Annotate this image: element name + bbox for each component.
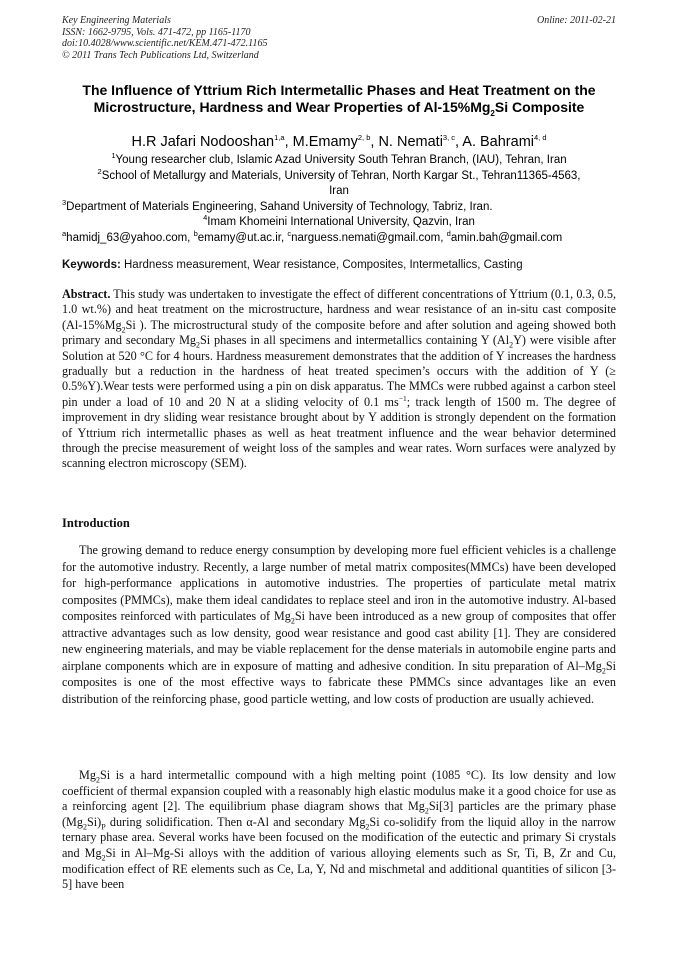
introduction-paragraph-2 [62,768,616,893]
abstract-paragraph [62,287,616,472]
introduction-heading: Introduction [62,516,130,530]
body-text: Si) [87,814,102,829]
body-subscript: 2 [83,822,87,832]
body-text: Si is a hard intermetallic compound with a high melting point (1085 °C). Its low density and low coefficient of thermal expansion coupled with a reasonably high elastic modulus make it a good choice for use as a reinforcing agent [2]. The equilibrium phase diagram shows that Mg [62,768,616,814]
body-text: Mg [79,768,96,782]
author-1-mark: 1,a [274,133,285,143]
email-a-mark: a [62,228,67,238]
abstract-superscript: −1 [398,393,407,403]
body-text: Si[3] particles are the primary phase (Mg [62,799,616,829]
affiliation-2-mark: 2 [97,166,102,176]
abstract-label: Abstract. [62,287,111,301]
email-d-mark: d [446,228,451,238]
body-text: Si in Al–Mg-Si alloys with the addition of various alloying elements such as Sr, Ti, B, Zr and Cu, modification effect of RE elements such as Ce, La, Y, Nd and mischmetal and additional quantities of silicon [3-5] have been [62,845,617,892]
affiliations [62,153,616,246]
affiliation-2 [62,166,616,185]
email-b-mark: b [193,228,198,238]
email-a[interactable]: hamidj_63@yahoo.com, [66,231,194,244]
journal-header [62,15,616,61]
affiliation-3-mark: 3 [62,197,67,207]
affiliation-1-text: Young researcher club, Islamic Azad University South Tehran Branch, (IAU), Tehran, Iran [115,154,567,166]
affiliation-3 [62,197,616,216]
keywords-text: Hardness measurement, Wear resistance, Composites, Intermetallics, Casting [120,259,523,271]
online-date: Online: 2011-02-21 [537,15,616,26]
author-4: , A. Bahrami [455,134,534,150]
affiliation-2-text: School of Metallurgy and Materials, University of Tehran, North Kargar St., Tehran11365-4563, [101,169,581,182]
title-text-1: The Influence of Yttrium Rich Intermetallic Phases and Heat Treatment on the Microstructure, Hardness and Wear Properties of Al-15%Mg [82,82,596,115]
author-3: , N. Nemati [370,134,443,150]
journal-doi: doi:10.4028/www.scientific.net/KEM.471-472.1165 [62,38,268,49]
abstract-subscript: 2 [509,340,514,350]
affiliation-2-continued: Iran [329,185,349,197]
introduction-paragraph-1 [62,542,616,707]
body-subscript: 2 [601,665,606,675]
body-text: Si composites is one of the most effective ways to fabricate these PMMCs since advantages like an even distribution of the reinforcing phase, good particle wetting, and low costs of production are usually achieved. [62,658,616,706]
author-2: , M.Emamy [284,134,358,150]
author-2-mark: 2, b [357,133,371,143]
body-text: during solidification. Then α-Al and secondary Mg [105,814,366,829]
body-subscript: 2 [95,775,100,785]
affiliation-4-mark: 4 [203,213,208,223]
abstract-subscript: 2 [121,325,126,335]
author-1: H.R Jafari Nodooshan [131,134,275,150]
affiliation-1 [62,153,616,169]
journal-copyright: © 2011 Trans Tech Publications Ltd, Switzerland [62,49,259,61]
abstract-text: Si ). The microstructural study of the composite before and after solution and ageing showed both primary and secondary Mg [62,317,616,348]
body-text: Si co-solidify from the liquid alloy in the narrow ternary phase area. Several works have been focused on the modification of the eutectic and primary Si crystals and Mg [62,814,616,860]
keywords-label: Keywords: [62,259,121,271]
affiliation-4-text: Imam Khomeini International University, Qazvin, Iran [207,216,475,228]
journal-name: Key Engineering Materials [62,15,171,26]
author-3-mark: 3, c [442,133,456,143]
affiliation-4 [62,215,616,231]
author-list [62,133,616,151]
body-text: Si have been introduced as a new group of composites that offer attractive advantages such as low density, good wear resistance and good cast ability [1]. They are considered new engineering materials, and may be viable replacement for the dense materials in automobile engine parts and airplane components which are in exposure of matting and adhesive condition. In situ preparation of Al–Mg [62,609,616,673]
journal-issn: ISSN: 1662-9795, Vols. 471-472, pp 1165-1170 [62,26,251,38]
author-4-mark: 4, d [534,133,547,143]
abstract-text: ; track length of 1500 m. The degree of improvement in dry sliding wear resistance brought about by Y addition is strongly dependent on the formation of Yttrium rich intermetallic phases as well as heat treatment influence and the wear behavior determined through the precise measurement of weight loss of the samples and wear rates. Worn surfaces were analyzed by scanning electron microscopy (SEM). [62,394,616,471]
body-subscript: 2 [424,806,429,816]
abstract-text: This study was undertaken to investigate the effect of different concentrations of Yttrium (0.1, 0.3, 0.5, 1.0 wt.%) and heat treatment on the microstructure, hardness and wear resistance of an in-situ cast composite (Al-15%Mg [62,287,616,332]
keywords-line [62,258,616,273]
abstract-subscript: 2 [196,340,201,350]
author-emails [62,228,616,247]
title-text-2: Si Composite [494,99,585,115]
paper-title [62,82,616,116]
email-d[interactable]: amin.bah@gmail.com [450,231,563,244]
body-text: The growing demand to reduce energy consumption by developing more fuel efficient vehicles is a challenge for the automotive industry. Recently, a large number of metal matrix composites(MMCs) have been developed for high-performance applications in automotive industries. The properties of particulate metal matrix composites (PMMCs), make them ideal candidates to replace steel and iron in the automotive industry. Al-based composites reinforced with particulates of Mg [62,543,616,623]
email-b[interactable]: emamy@ut.ac.ir, [197,231,288,244]
email-c-mark: c [287,228,292,238]
title-subscript: 2 [490,108,495,118]
affiliation-1-mark: 1 [111,151,116,161]
body-subscript: 2 [101,853,106,863]
body-subscript: 2 [365,822,370,832]
abstract-text: Y) were visible after Solution at 520 °C for 4 hours. Hardness measurement demonstrates that the addition of Y increases the hardness gradually but a reduction in the hardness of heat treated specimen’s occurs with the addition of Y (≥ 0.5%Y).Wear tests were performed using a pin on disk apparatus. The MMCs were rubbed against a carbon steel pin under a load of 10 and 20 N at a sliding velocity of 0.1 ms [62,333,616,409]
affiliation-3-text: Department of Materials Engineering, Sahand University of Technology, Tabriz, Iran. [66,200,493,213]
email-c[interactable]: narguess.nemati@gmail.com, [291,231,447,244]
abstract-text: Si phases in all specimens and intermetallics containing Y (Al [200,333,510,348]
body-subscript: 2 [290,616,295,626]
body-subscript: P [101,822,106,832]
